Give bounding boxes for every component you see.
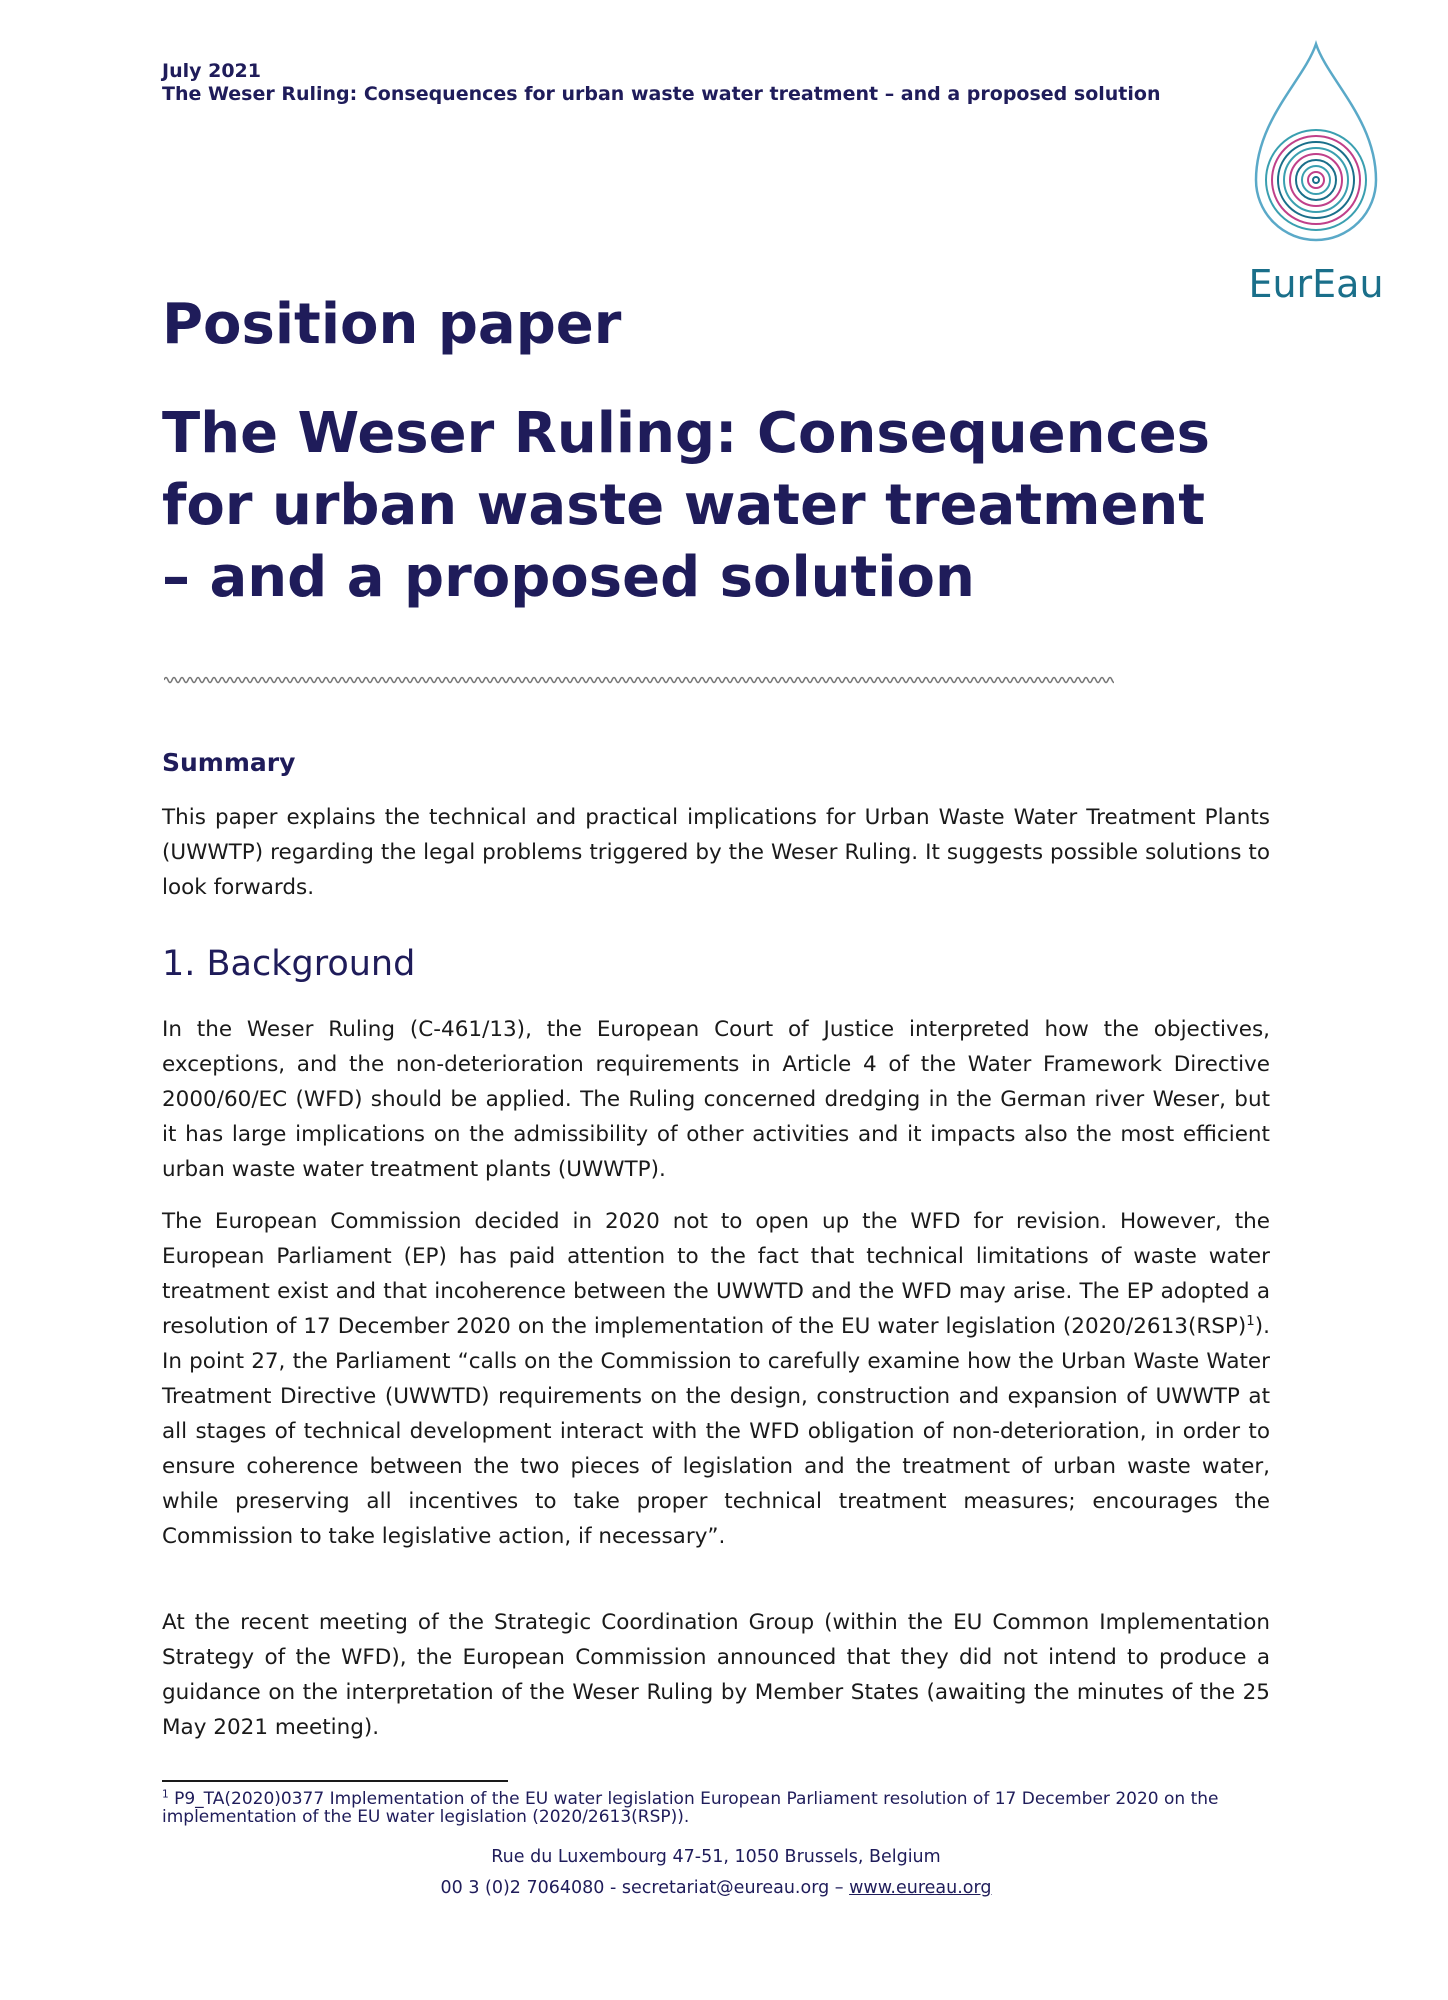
paragraph-2-part-1: The European Commission decided in 2020 not to open up the WFD for revision. However, the European Parliament (EP) has paid attention to the fact that technical limitations of waste water treatment exist and that incoherence between the UWWTD and the WFD may arise. The EP adopted a resolution of 17 December 2020 on the implementation of the EU water legislation (2020/2613(RSP)	[162, 1209, 1270, 1339]
footnote	[162, 1790, 1262, 1826]
document-type: Position paper	[162, 292, 622, 357]
paragraph-2-part-2: ). In point 27, the Parliament “calls on the Commission to carefully examine how the Urban Waste Water Treatment Directive (UWWTD) requirements on the design, construction and expansion of UWWTP at all stages of technical development interact with the WFD obligation of non-deterioration, in order to ensure coherence between the two pieces of legislation and the treatment of urban waste water, while preserving all incentives to take proper technical treatment measures; encourages the Commission to take legislative action, if necessary”.	[162, 1314, 1270, 1549]
footer-contact	[162, 1873, 1270, 1904]
footnote-marker: 1	[162, 1788, 169, 1801]
page-footer	[162, 1842, 1270, 1904]
background-paragraph-3: At the recent meeting of the Strategic Coordination Group (within the EU Common Implementation Strategy of the WFD), the European Commission announced that they did not intend to produce a guidance on the interpretation of the Weser Ruling by Member States (awaiting the minutes of the 25 May 2021 meeting).	[162, 1610, 1270, 1740]
document-title	[162, 398, 1282, 614]
footer-phone-email: 00 3 (0)2 7064080 - secretariat@eureau.org –	[440, 1878, 850, 1898]
summary-text: This paper explains the technical and practical implications for Urban Waste Water Treatment Plants (UWWTP) regarding the legal problems triggered by the Weser Ruling. It suggests possible solutions to look forwards.	[162, 805, 1270, 900]
title-line-1: The Weser Ruling: Consequences	[162, 401, 1211, 466]
logo-wordmark: EurEau	[1248, 262, 1384, 306]
header-running-title: The Weser Ruling: Consequences for urban waste water treatment – and a proposed solution	[162, 83, 1161, 105]
footnote-separator	[162, 1780, 508, 1782]
title-line-3: – and a proposed solution	[162, 545, 975, 610]
header-date: July 2021	[162, 60, 261, 82]
title-line-2: for urban waste water treatment	[162, 473, 1206, 538]
eureau-logo	[1236, 40, 1396, 310]
section-heading-background: 1. Background	[162, 944, 416, 984]
running-header	[162, 60, 1212, 106]
footnote-text: P9_TA(2020)0377 Implementation of the EU water legislation European Parliament resolution of 17 December 2020 on the implementation of the EU water legislation (2020/2613(RSP)).	[162, 1789, 1219, 1827]
background-paragraph-1: In the Weser Ruling (C-461/13), the European Court of Justice interpreted how the objectives, exceptions, and the non-deterioration requirements in Article 4 of the Water Framework Directive 2000/60/EC (WFD) should be applied. The Ruling concerned dredging in the German river Weser, but it has large implications on the admissibility of other activities and it impacts also the most efficient urban waste water treatment plants (UWWTP).	[162, 1017, 1270, 1182]
background-paragraph-2	[162, 1204, 1270, 1554]
summary-heading: Summary	[162, 748, 296, 777]
footnote-reference[interactable]: 1	[1246, 1313, 1255, 1329]
water-drop-icon	[1236, 40, 1396, 260]
wavy-divider	[164, 672, 1114, 688]
footer-address: Rue du Luxembourg 47-51, 1050 Brussels, Belgium	[491, 1847, 941, 1867]
website-link[interactable]: www.eureau.org	[849, 1878, 992, 1898]
